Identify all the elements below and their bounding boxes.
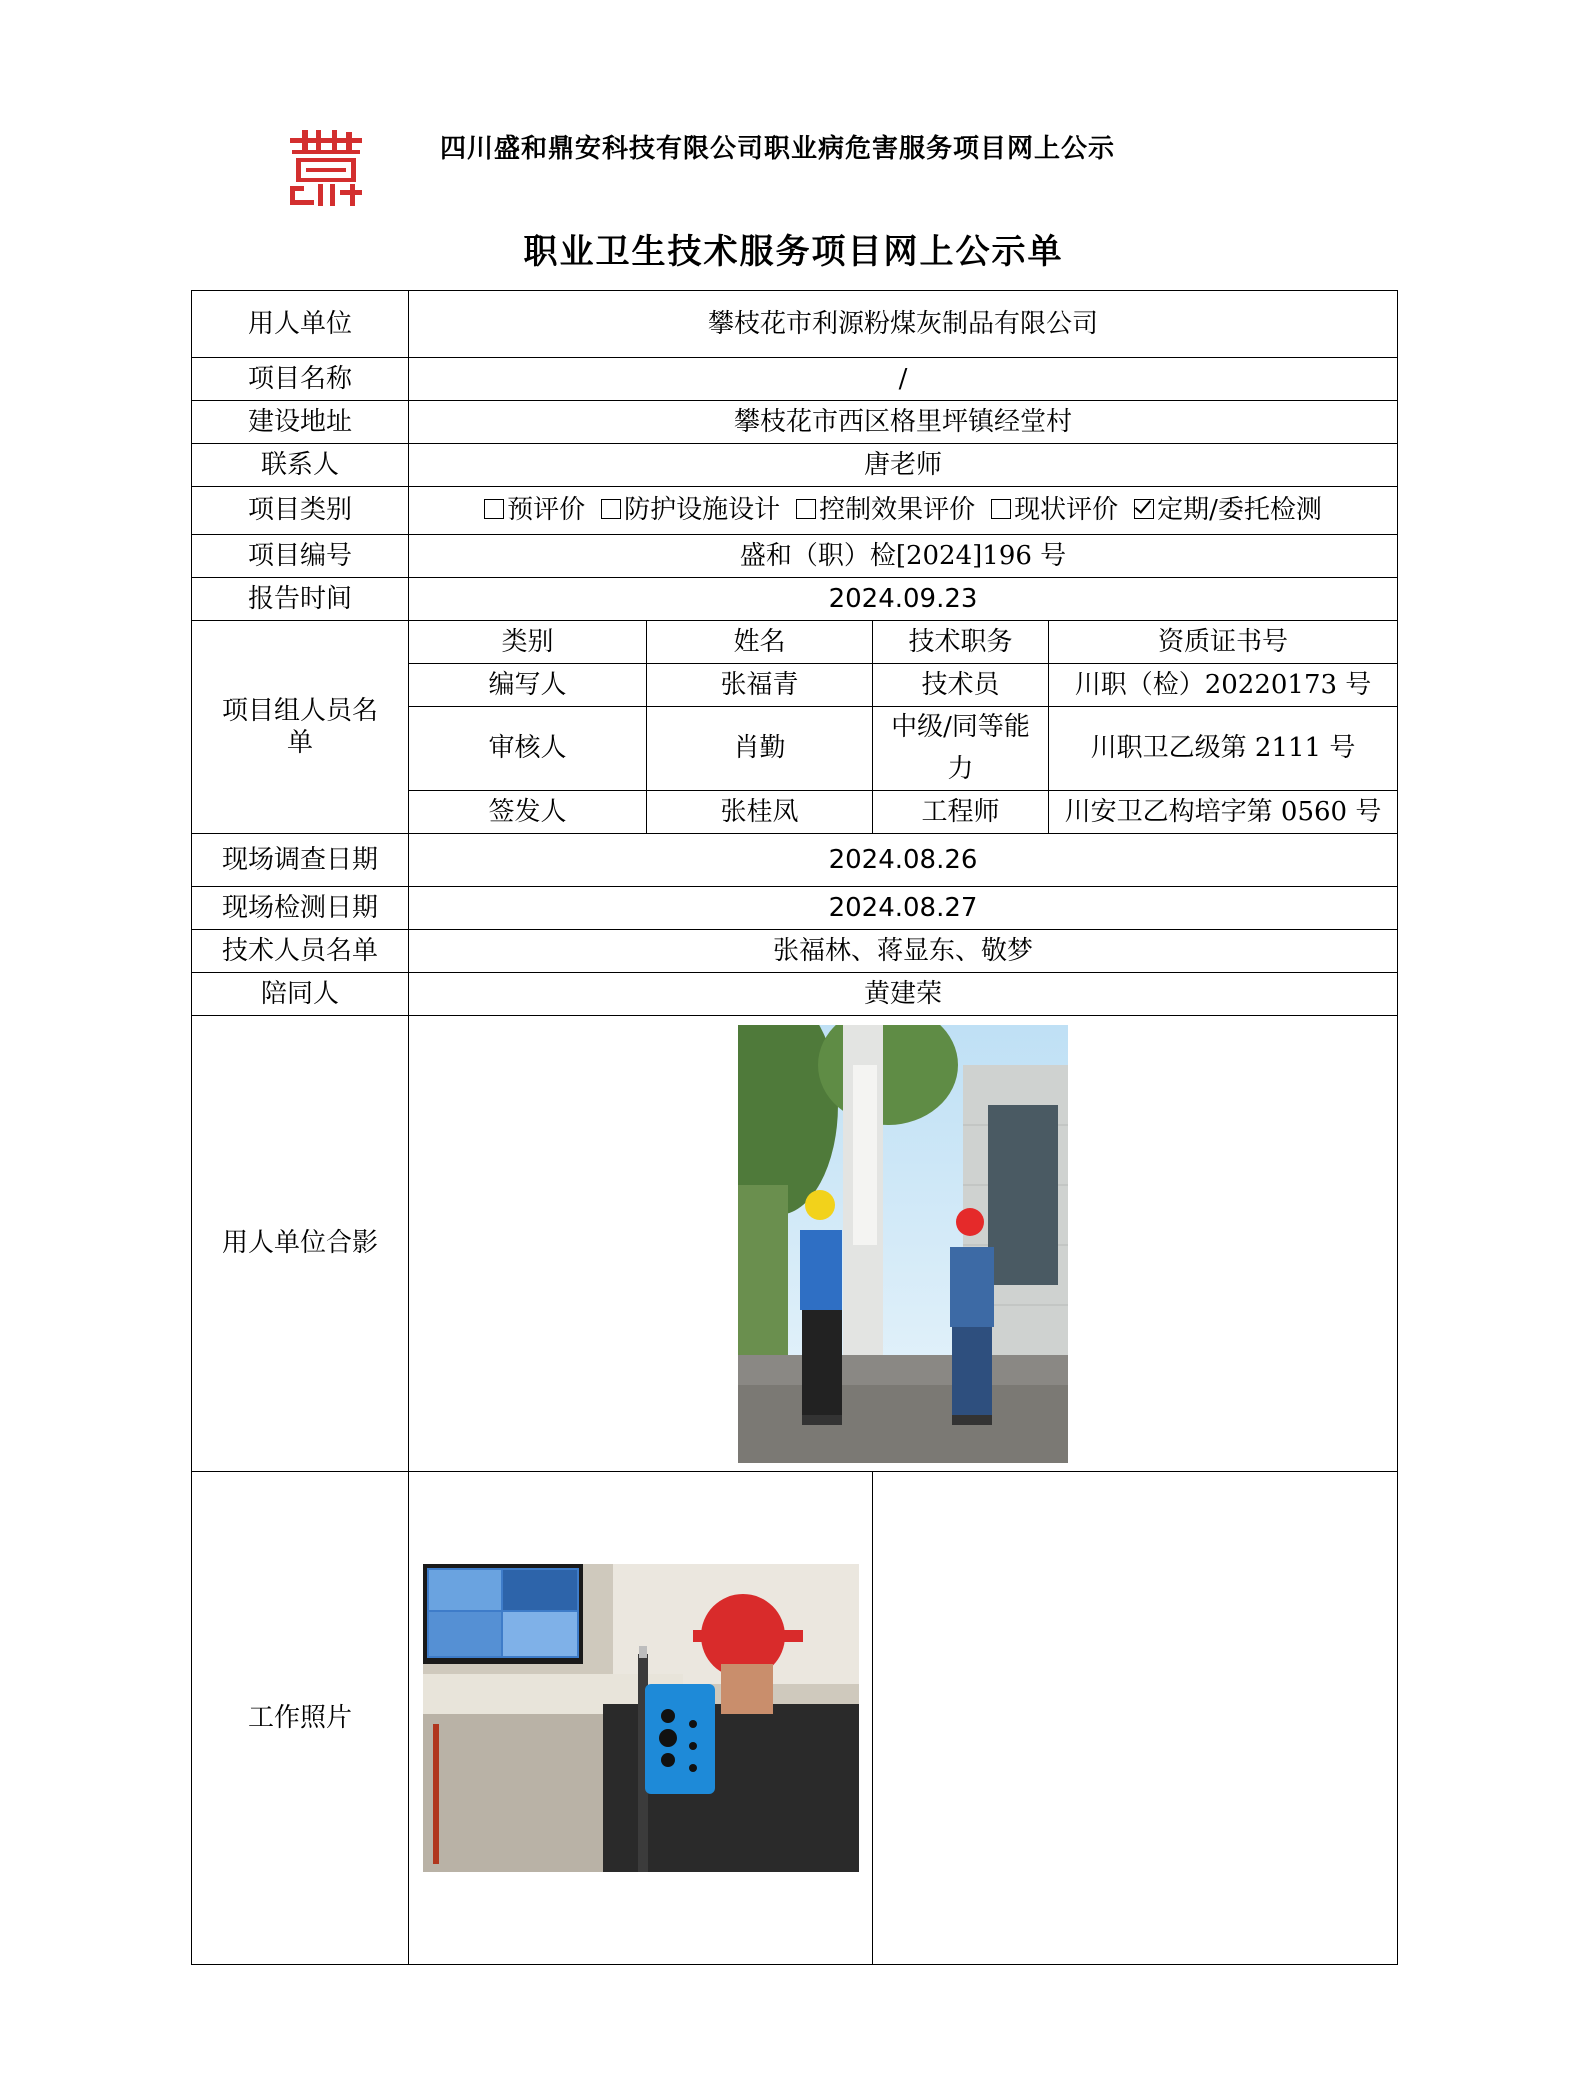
project-no-value: 盛和（职）检[2024]196 号 (409, 535, 1398, 578)
group-photo-cell (409, 1016, 1398, 1472)
member-type: 签发人 (409, 791, 647, 834)
checked-box-icon (1134, 499, 1154, 519)
empty-photo-cell (873, 1472, 1398, 1965)
employer-label: 用人单位 (192, 291, 409, 358)
member-name: 张桂凤 (647, 791, 873, 834)
survey-date-label: 现场调查日期 (192, 834, 409, 887)
work-photo-label: 工作照片 (192, 1472, 409, 1965)
escort-label: 陪同人 (192, 973, 409, 1016)
team-label: 项目组人员名单 (192, 621, 409, 834)
unchecked-box-icon (991, 499, 1011, 519)
project-name-value: / (409, 358, 1398, 401)
member-name: 肖勤 (647, 707, 873, 791)
escort-value: 黄建荣 (409, 973, 1398, 1016)
category-option (601, 495, 780, 525)
notice-table (191, 290, 1398, 1965)
employer-value: 攀枝花市利源粉煤灰制品有限公司 (409, 291, 1398, 358)
report-time-label: 报告时间 (192, 578, 409, 621)
category-option (796, 495, 975, 525)
category-option (484, 495, 585, 525)
category-options (409, 487, 1398, 535)
test-date-label: 现场检测日期 (192, 887, 409, 930)
member-title: 工程师 (873, 791, 1049, 834)
category-option-label: 定期/委托检测 (1157, 495, 1322, 526)
member-title: 技术员 (873, 664, 1049, 707)
address-label: 建设地址 (192, 401, 409, 444)
address-value: 攀枝花市西区格里坪镇经堂村 (409, 401, 1398, 444)
unchecked-box-icon (601, 499, 621, 519)
project-no-label: 项目编号 (192, 535, 409, 578)
category-option-label: 预评价 (507, 495, 586, 526)
member-name: 张福青 (647, 664, 873, 707)
team-header-type: 类别 (409, 621, 647, 664)
team-header-title: 技术职务 (873, 621, 1049, 664)
tech-staff-value: 张福林、蒋显东、敬梦 (409, 930, 1398, 973)
member-cert: 川职（检）20220173 号 (1049, 664, 1398, 707)
contact-label: 联系人 (192, 444, 409, 487)
survey-date-value: 2024.08.26 (409, 834, 1398, 887)
project-name-label: 项目名称 (192, 358, 409, 401)
company-notice-header: 四川盛和鼎安科技有限公司职业病危害服务项目网上公示 (440, 134, 1116, 164)
group-photo (738, 1025, 1068, 1463)
team-header-cert: 资质证书号 (1049, 621, 1398, 664)
report-time-value: 2024.09.23 (409, 578, 1398, 621)
tech-staff-label: 技术人员名单 (192, 930, 409, 973)
member-cert: 川安卫乙构培字第 0560 号 (1049, 791, 1398, 834)
member-cert: 川职卫乙级第 2111 号 (1049, 707, 1398, 791)
contact-value: 唐老师 (409, 444, 1398, 487)
category-option-label: 控制效果评价 (819, 495, 976, 526)
work-photo-cell (409, 1472, 873, 1965)
category-option (991, 495, 1118, 525)
member-type: 编写人 (409, 664, 647, 707)
team-header-name: 姓名 (647, 621, 873, 664)
work-photo (423, 1564, 859, 1872)
unchecked-box-icon (484, 499, 504, 519)
category-option-label: 防护设施设计 (624, 495, 781, 526)
member-type: 审核人 (409, 707, 647, 791)
group-photo-label: 用人单位合影 (192, 1016, 409, 1472)
member-title: 中级/同等能力 (873, 707, 1049, 791)
test-date-value: 2024.08.27 (409, 887, 1398, 930)
unchecked-box-icon (796, 499, 816, 519)
company-logo-icon (288, 128, 364, 206)
category-option-label: 现状评价 (1014, 495, 1119, 526)
document-title: 职业卫生技术服务项目网上公示单 (523, 232, 1064, 272)
category-option (1134, 495, 1322, 525)
category-label: 项目类别 (192, 487, 409, 535)
